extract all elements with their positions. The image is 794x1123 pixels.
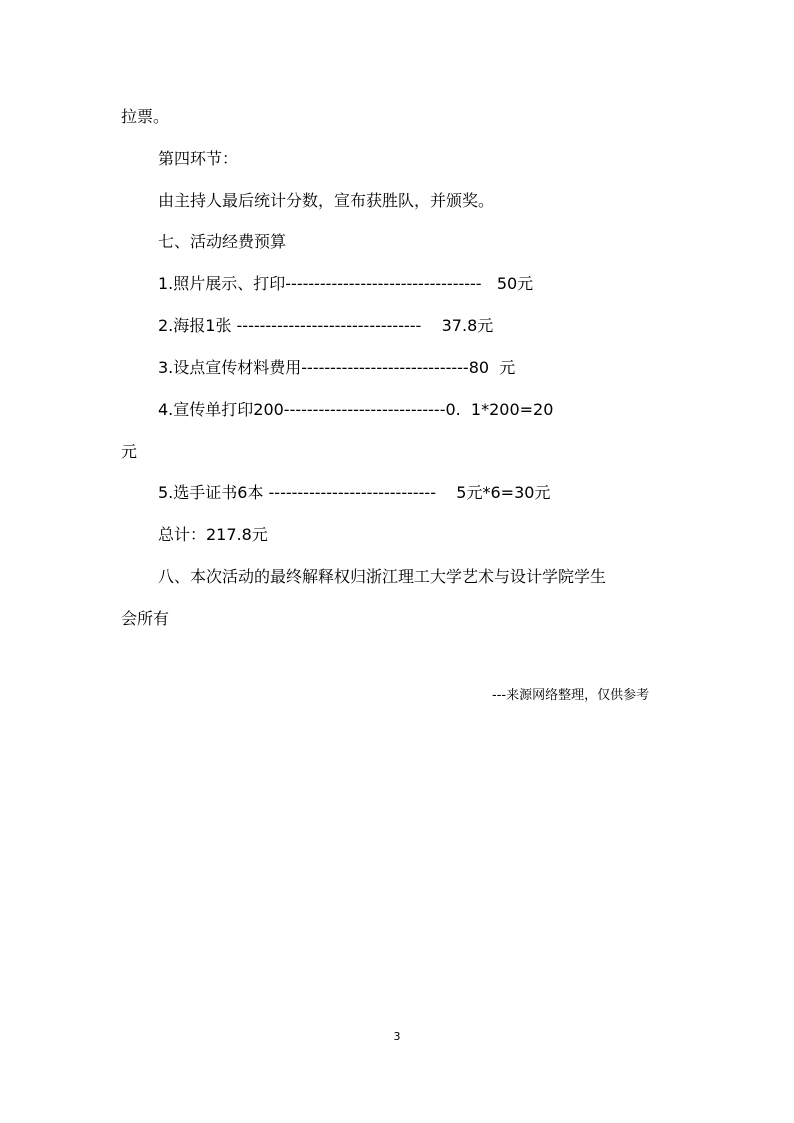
budget-item-1: 1.照片展示、打印---------------------------------- 50元 — [158, 274, 534, 293]
budget-total: 总计：217.8元 — [158, 525, 268, 544]
budget-item-2: 2.海报1张 -------------------------------- 37.8元 — [158, 316, 494, 335]
section-heading-budget: 七、活动经费预算 — [158, 232, 287, 251]
source-note: ---来源网络整理，仅供参考 — [492, 688, 650, 703]
section-heading-interpretation: 八、本次活动的最终解释权归浙江理工大学艺术与设计学院学生 — [158, 567, 607, 586]
budget-item-5: 5.选手证书6本 ----------------------------- 5元*6=30元 — [158, 483, 551, 502]
interpretation-continued: 会所有 — [121, 609, 170, 628]
budget-item-4-continued: 元 — [121, 442, 138, 461]
budget-item-3: 3.设点宣传材料费用-----------------------------80 元 — [158, 358, 516, 377]
text-line-1: 拉票。 — [121, 107, 170, 126]
text-line-3: 由主持人最后统计分数，宣布获胜队，并颁奖。 — [158, 191, 495, 210]
page-number: 3 — [393, 1030, 401, 1043]
budget-item-4: 4.宣传单打印200----------------------------0. 1*200=20 — [158, 400, 554, 419]
text-line-2: 第四环节： — [158, 149, 239, 168]
